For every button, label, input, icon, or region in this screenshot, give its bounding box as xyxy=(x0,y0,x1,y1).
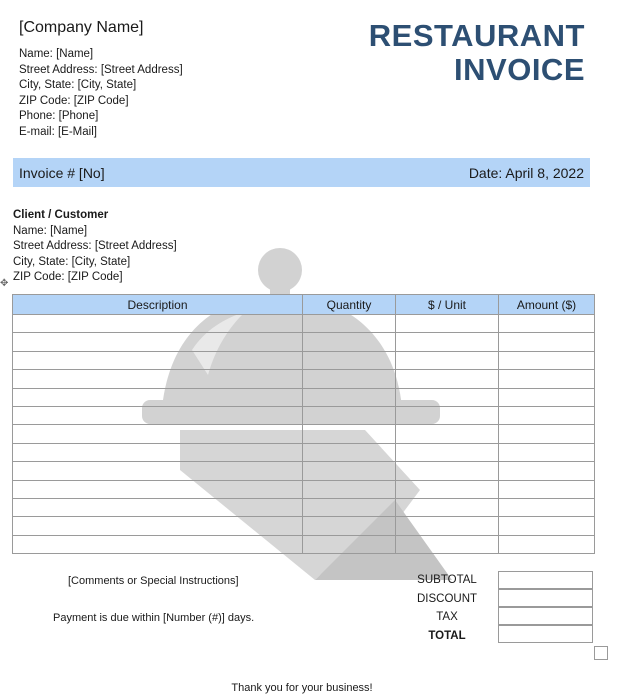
cell-unit-price[interactable] xyxy=(396,406,499,424)
table-row xyxy=(13,462,595,480)
invoice-date: Date: April 8, 2022 xyxy=(468,165,584,181)
cell-unit-price[interactable] xyxy=(396,425,499,443)
cell-amount[interactable] xyxy=(499,517,595,535)
table-row xyxy=(13,498,595,516)
cell-amount[interactable] xyxy=(499,462,595,480)
cell-unit-price[interactable] xyxy=(396,315,499,333)
sender-details xyxy=(19,47,183,141)
cell-description[interactable] xyxy=(13,425,303,443)
title-line-1: RESTAURANT xyxy=(368,18,585,53)
cell-unit-price[interactable] xyxy=(396,462,499,480)
column-header-amount: Amount ($) xyxy=(499,295,595,315)
company-name: [Company Name] xyxy=(19,19,144,36)
cell-description[interactable] xyxy=(13,535,303,553)
cell-quantity[interactable] xyxy=(303,406,396,424)
table-move-handle-icon[interactable]: ✥ xyxy=(0,278,9,289)
cell-quantity[interactable] xyxy=(303,535,396,553)
cell-description[interactable] xyxy=(13,333,303,351)
cell-quantity[interactable] xyxy=(303,517,396,535)
cell-amount[interactable] xyxy=(499,351,595,369)
tax-label: TAX xyxy=(436,611,458,623)
line-items-table xyxy=(12,294,595,554)
sender-street: Street Address: [Street Address] xyxy=(19,63,183,76)
cell-quantity[interactable] xyxy=(303,370,396,388)
discount-label: DISCOUNT xyxy=(416,593,478,605)
column-header-description: Description xyxy=(13,295,303,315)
cell-unit-price[interactable] xyxy=(396,443,499,461)
cell-unit-price[interactable] xyxy=(396,480,499,498)
tax-cell[interactable] xyxy=(498,607,593,625)
cell-unit-price[interactable] xyxy=(396,498,499,516)
cell-amount[interactable] xyxy=(499,535,595,553)
cell-unit-price[interactable] xyxy=(396,388,499,406)
cell-quantity[interactable] xyxy=(303,498,396,516)
total-cell[interactable] xyxy=(498,625,593,643)
client-street: Street Address: [Street Address] xyxy=(13,240,177,253)
cell-amount[interactable] xyxy=(499,370,595,388)
cell-amount[interactable] xyxy=(499,315,595,333)
table-row xyxy=(13,406,595,424)
cell-unit-price[interactable] xyxy=(396,370,499,388)
sender-phone: Phone: [Phone] xyxy=(19,110,99,123)
cell-description[interactable] xyxy=(13,443,303,461)
table-row xyxy=(13,425,595,443)
cell-quantity[interactable] xyxy=(303,480,396,498)
cell-amount[interactable] xyxy=(499,480,595,498)
cell-quantity[interactable] xyxy=(303,351,396,369)
client-name: Name: [Name] xyxy=(13,224,88,237)
cell-description[interactable] xyxy=(13,315,303,333)
cell-amount[interactable] xyxy=(499,425,595,443)
cell-amount[interactable] xyxy=(499,498,595,516)
client-city: City, State: [City, State] xyxy=(13,255,131,268)
comments-text: [Comments or Special Instructions] xyxy=(68,575,239,587)
sender-city: City, State: [City, State] xyxy=(19,79,137,92)
cell-unit-price[interactable] xyxy=(396,517,499,535)
client-details xyxy=(13,208,177,286)
subtotal-label: SUBTOTAL xyxy=(417,574,477,586)
subtotal-cell[interactable] xyxy=(498,571,593,589)
cell-quantity[interactable] xyxy=(303,333,396,351)
table-row xyxy=(13,315,595,333)
document-title xyxy=(369,19,585,87)
column-header-quantity: Quantity xyxy=(303,295,396,315)
cell-unit-price[interactable] xyxy=(396,535,499,553)
total-label: TOTAL xyxy=(428,630,466,642)
table-row xyxy=(13,351,595,369)
cell-description[interactable] xyxy=(13,462,303,480)
cell-quantity[interactable] xyxy=(303,315,396,333)
cell-quantity[interactable] xyxy=(303,425,396,443)
sender-email: E-mail: [E-Mail] xyxy=(19,125,97,138)
payment-terms: Payment is due within [Number (#)] days. xyxy=(53,612,255,624)
table-row xyxy=(13,517,595,535)
cell-unit-price[interactable] xyxy=(396,351,499,369)
cell-description[interactable] xyxy=(13,370,303,388)
table-resize-handle[interactable] xyxy=(594,646,608,660)
table-header-row xyxy=(13,295,595,315)
table-row xyxy=(13,333,595,351)
cell-quantity[interactable] xyxy=(303,443,396,461)
title-line-2: INVOICE xyxy=(454,52,585,87)
sender-zip: ZIP Code: [ZIP Code] xyxy=(19,94,129,107)
invoice-bar xyxy=(13,158,590,187)
cell-description[interactable] xyxy=(13,351,303,369)
table-row xyxy=(13,480,595,498)
cell-description[interactable] xyxy=(13,517,303,535)
cell-quantity[interactable] xyxy=(303,462,396,480)
table-row xyxy=(13,388,595,406)
client-heading: Client / Customer xyxy=(13,209,109,221)
table-row xyxy=(13,535,595,553)
cell-unit-price[interactable] xyxy=(396,333,499,351)
cell-amount[interactable] xyxy=(499,406,595,424)
table-row xyxy=(13,370,595,388)
sender-name: Name: [Name] xyxy=(19,48,94,60)
cell-amount[interactable] xyxy=(499,388,595,406)
cell-amount[interactable] xyxy=(499,333,595,351)
cell-description[interactable] xyxy=(13,498,303,516)
client-zip: ZIP Code: [ZIP Code] xyxy=(13,271,123,284)
cell-quantity[interactable] xyxy=(303,388,396,406)
column-header-unit-price: $ / Unit xyxy=(396,295,499,315)
cell-description[interactable] xyxy=(13,480,303,498)
cell-amount[interactable] xyxy=(499,443,595,461)
table-row xyxy=(13,443,595,461)
cell-description[interactable] xyxy=(13,406,303,424)
footer-thanks: Thank you for your business! xyxy=(231,682,373,694)
discount-cell[interactable] xyxy=(498,589,593,607)
cell-description[interactable] xyxy=(13,388,303,406)
invoice-number: Invoice # [No] xyxy=(19,165,105,181)
